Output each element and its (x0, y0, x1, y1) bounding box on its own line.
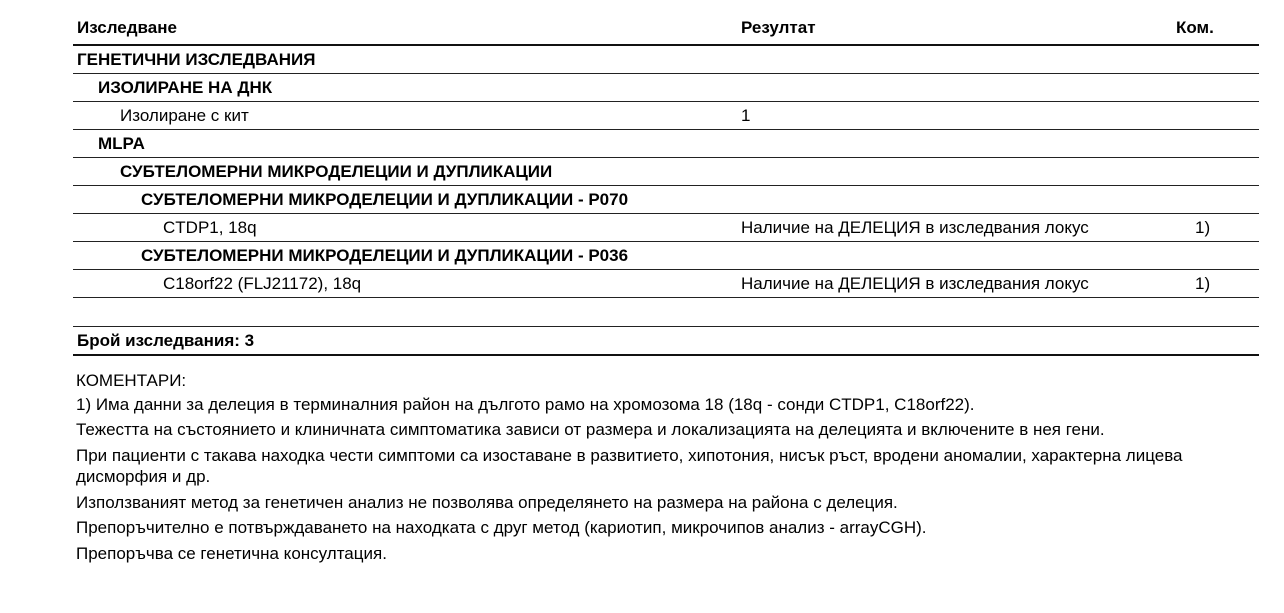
table-row (73, 74, 1259, 102)
comment-paragraph: Тежестта на състоянието и клиничната симптоматика зависи от размера и локализацията на делецията и включените в нея гени. (76, 420, 1105, 439)
row-test: Изолиране с кит (120, 106, 249, 125)
row-result: 1 (741, 106, 751, 125)
table-row (73, 130, 1259, 158)
header-result: Резултат (741, 18, 816, 37)
comment-paragraph: Препоръчва се генетична консултация. (76, 543, 387, 563)
row-test: СУБТЕЛОМЕРНИ МИКРОДЕЛЕЦИИ И ДУПЛИКАЦИИ (120, 162, 553, 181)
comment-paragraph: Препоръчително е потвърждаването на находката с друг метод (кариотип, микрочипов анализ - arrayCGH). (76, 518, 927, 537)
table-spacer (73, 298, 1259, 327)
comments-title: КОМЕНТАРИ: (76, 371, 187, 390)
table-row (73, 102, 1259, 130)
row-comment: 1) (1195, 218, 1211, 237)
row-test: C18orf22 (FLJ21172), 18q (163, 274, 362, 293)
results-table (73, 12, 1259, 356)
row-test: ИЗОЛИРАНЕ НА ДНК (98, 78, 273, 97)
row-comment: 1) (1195, 274, 1211, 293)
comment-paragraph: Използваният метод за генетичен анализ не позволява определянето на размера на района с делеция. (76, 492, 898, 512)
table-header-row (73, 12, 1259, 46)
table-row (73, 214, 1259, 242)
comment-paragraph: При пациенти с такава находка чести симптоми са изоставане в развитието, хипотония, нисък ръст, вродени аномалии, характерна лицева дисморфия и др. (76, 445, 1183, 486)
row-test: CTDP1, 18q (163, 218, 257, 237)
row-test: СУБТЕЛОМЕРНИ МИКРОДЕЛЕЦИИ И ДУПЛИКАЦИИ - Р036 (141, 246, 629, 265)
row-test: MLPA (98, 134, 145, 153)
row-result: Наличие на ДЕЛЕЦИЯ в изследвания локус (741, 218, 1089, 237)
table-row (73, 186, 1259, 214)
header-test: Изследване (77, 18, 177, 37)
table-row (73, 270, 1259, 298)
table-row (73, 46, 1259, 74)
row-test: ГЕНЕТИЧНИ ИЗСЛЕДВАНИЯ (77, 50, 316, 69)
header-comment: Ком. (1176, 18, 1214, 37)
row-result: Наличие на ДЕЛЕЦИЯ в изследвания локус (741, 274, 1089, 293)
test-count: Брой изследвания: 3 (73, 327, 1259, 356)
row-test: СУБТЕЛОМЕРНИ МИКРОДЕЛЕЦИИ И ДУПЛИКАЦИИ - Р070 (141, 190, 629, 209)
table-row (73, 158, 1259, 186)
comments-section (76, 370, 1216, 568)
comment-paragraph: 1) Има данни за делеция в терминалния район на дългото рамо на хромозома 18 (18q - сонди CTDP1, C18orf22). (76, 394, 975, 414)
table-row (73, 242, 1259, 270)
